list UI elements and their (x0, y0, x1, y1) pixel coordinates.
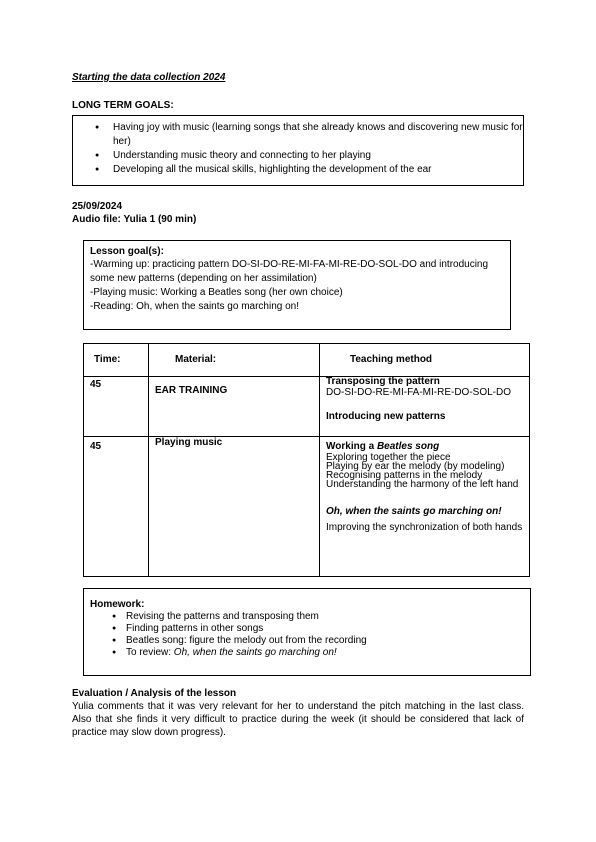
review-title: Oh, when the saints go marching on! (173, 647, 337, 658)
table-row (84, 437, 530, 577)
homework-box (83, 588, 531, 676)
goal-item: ● Understanding music theory and connecting to her playing (73, 149, 523, 163)
row-material: Playing music (149, 437, 320, 577)
lesson-goal-line: -Warming up: practicing pattern DO-SI-DO-RE-MI-FA-MI-RE-DO-SOL-DO and introducing some new patterns (depending on her assimilation) (90, 259, 489, 284)
row-time: 45 (84, 377, 149, 437)
homework-item: ● Revising the patterns and transposing them (90, 611, 524, 623)
lesson-goal-line: -Playing music: Working a Beatles song (her own choice) (90, 287, 343, 298)
table-row (84, 377, 530, 437)
method-title: Transposing the pattern (326, 376, 440, 387)
row-time: 45 (84, 437, 149, 577)
long-term-goals-box (72, 115, 524, 186)
method-pattern: DO-SI-DO-RE-MI-FA-MI-RE-DO-SOL-DO (326, 387, 511, 398)
homework-item (90, 647, 524, 659)
row-material: EAR TRAINING (149, 377, 320, 437)
method-extra: Introducing new patterns (326, 411, 446, 422)
goal-item: ● Having joy with music (learning songs that she already knows and discovering new music for her) (73, 121, 523, 149)
row-method (320, 377, 530, 437)
goal-item: ● Developing all the musical skills, highlighting the development of the ear (73, 163, 523, 177)
header-material: Material: (149, 344, 320, 377)
header-time: Time: (84, 344, 149, 377)
evaluation-heading: Evaluation / Analysis of the lesson (72, 688, 237, 699)
audio-file-label: Audio file: Yulia 1 (90 min) (72, 214, 197, 225)
long-term-goals-list (73, 116, 523, 177)
lesson-plan-table (83, 343, 530, 577)
method-title-song: Beatles song (376, 441, 440, 452)
method-title-prefix: Working a (326, 441, 377, 452)
method-step: Exploring together the piece (326, 452, 451, 463)
method-step: Playing by ear the melody (by modeling) (326, 461, 505, 472)
long-term-goals-heading: LONG TERM GOALS: (72, 100, 174, 111)
homework-heading: Homework: (90, 599, 145, 610)
homework-list (90, 611, 524, 659)
table-header-row (84, 344, 530, 377)
document-title: Starting the data collection 2024 (72, 72, 226, 83)
lesson-goals-heading: Lesson goal(s): (90, 246, 164, 257)
homework-item: ● Finding patterns in other songs (90, 623, 524, 635)
session-date: 25/09/2024 (72, 201, 123, 212)
row-method (320, 437, 530, 577)
header-teaching-method: Teaching method (320, 344, 530, 377)
method-reading: Oh, when the saints go marching on! (326, 506, 502, 517)
lesson-goal-line: -Reading: Oh, when the saints go marching on! (90, 301, 300, 312)
evaluation-text: Yulia comments that it was very relevant for her to understand the pitch matching in the last class. Also that she finds it very difficult to practice during the week (it should be considered that lack of practice may slow down progress). (72, 701, 524, 738)
method-step: Understanding the harmony of the left hand (326, 479, 519, 490)
method-reading-note: Improving the synchronization of both hands (326, 522, 523, 533)
method-step: Recognising patterns in the melody (326, 470, 483, 481)
homework-item: ● Beatles song: figure the melody out from the recording (90, 635, 524, 647)
review-prefix: To review: (126, 647, 174, 658)
lesson-goals-box (83, 240, 511, 330)
